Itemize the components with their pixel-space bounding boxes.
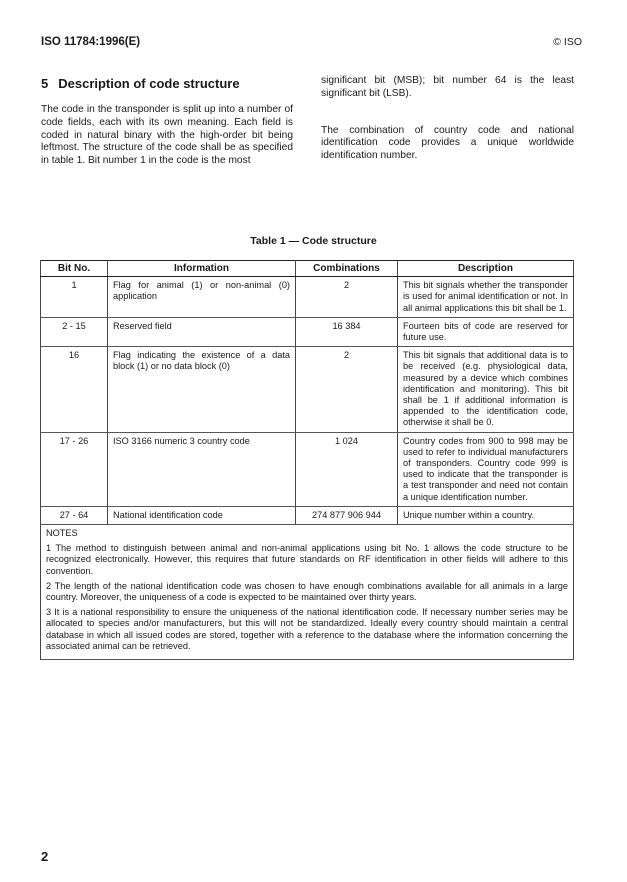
table-notes [41,525,574,660]
table-row [41,277,574,318]
cell-combinations: 16 384 [296,317,398,346]
cell-bit-no: 1 [41,277,108,318]
cell-bit-no: 2 - 15 [41,317,108,346]
table-row [41,317,574,346]
left-column [41,104,293,168]
cell-description: Fourteen bits of code are reserved for future use. [398,317,574,346]
table-notes-row [41,525,574,660]
table-caption: Table 1 — Code structure [250,235,377,247]
cell-bit-no: 16 [41,347,108,432]
note-item: 3 It is a national responsibility to ensure the uniqueness of the national identification code. If necessary number series may be allocated to species and/or manufacturers, but this will not be standardized. Ideally every country should maintain a central database in which all issued codes are stored, together with a reference to the database where the information concerning the associated animal can be retrieved. [46,607,568,651]
cell-combinations: 2 [296,277,398,318]
section-heading [41,76,240,91]
cell-combinations: 2 [296,347,398,432]
section-paragraph-1: The code in the transponder is split up into a number of code fields, each with its own meaning. Each field is coded in natural binary with the high-order bit being leftmost. The structure of the code shall be as specified in table 1. Bit number 1 in the code is the most [41,104,293,167]
code-structure-table [40,260,574,660]
cell-description: This bit signals that additional data is to be received (e.g. physiological data, measured by a device which combines identification and monitoring). This bit shall be 1 if additional information is appended to the identification code, otherwise it shall be 0. [398,347,574,432]
section-title: Description of code structure [58,76,240,91]
cell-combinations: 1 024 [296,432,398,506]
header-combinations: Combinations [296,261,398,277]
cell-information: Reserved field [108,317,296,346]
cell-description: This bit signals whether the transponder is used for animal identification or not. In all animal applications this bit shall be 1. [398,277,574,318]
note-item: 1 The method to distinguish between animal and non-animal applications using bit No. 1 allows the code structure to be recognized electronically. However, this requires that future standards on RF identification in other fields will adhere to this convention. [46,543,568,576]
header-bit-no: Bit No. [41,261,108,277]
page-number: 2 [41,849,49,864]
cell-information: Flag for animal (1) or non-animal (0) application [108,277,296,318]
cell-bit-no: 27 - 64 [41,506,108,524]
header-description: Description [398,261,574,277]
cell-description: Country codes from 900 to 998 may be used to refer to individual manufacturers of transponders. Country code 999 is used to indicate that the transponder is a test transponder and need not contain a unique identification number. [398,432,574,506]
cell-information: Flag indicating the existence of a data block (1) or no data block (0) [108,347,296,432]
section-paragraph-2: The combination of country code and national identification code provides a unique worldwide identification number. [321,124,574,162]
copyright-mark: © ISO [553,36,582,48]
cell-information: ISO 3166 numeric 3 country code [108,432,296,506]
table-row [41,347,574,432]
header-information: Information [108,261,296,277]
section-paragraph-1-continued: significant bit (MSB); bit number 64 is the least significant bit (LSB). [321,75,574,99]
cell-description: Unique number within a country. [398,506,574,524]
table-row [41,432,574,506]
document-designation: ISO 11784:1996(E) [41,36,141,48]
cell-bit-no: 17 - 26 [41,432,108,506]
note-item: 2 The length of the national identification code was chosen to have enough combinations available for all animals in a large country. Moreover, the uniqueness of a code is expected to be maintained over thirty years. [46,580,568,603]
table-header-row [41,261,574,277]
section-number: 5 [41,76,49,91]
cell-combinations: 274 877 906 944 [296,506,398,524]
table-row [41,506,574,524]
right-column [321,75,574,163]
notes-title: NOTES [46,528,78,539]
cell-information: National identification code [108,506,296,524]
